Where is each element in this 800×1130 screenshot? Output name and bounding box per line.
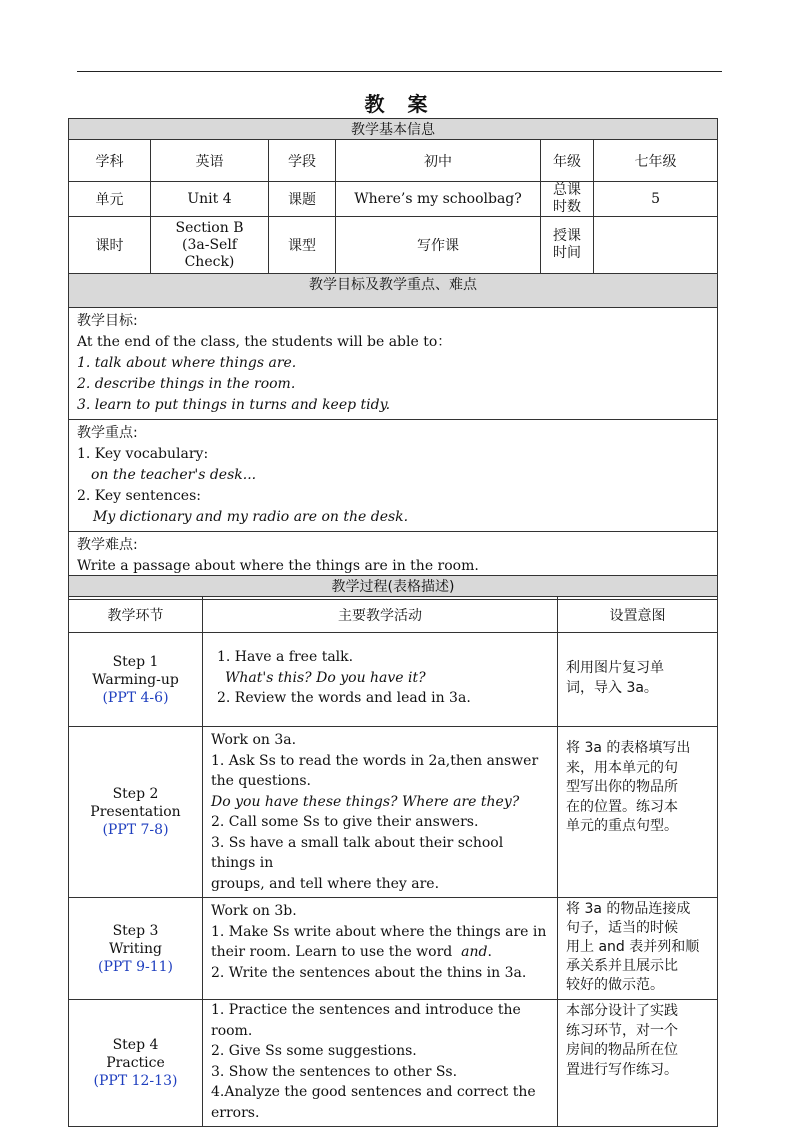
activity-line: 3. Show the sentences to other Ss. — [211, 1063, 458, 1080]
header-stage: 教学环节 — [69, 597, 203, 633]
step-2-intent — [558, 727, 718, 898]
period-label: 课时 — [69, 217, 151, 274]
subject-label: 学科 — [69, 140, 151, 182]
objective-item: 1. talk about where things are. — [77, 355, 297, 371]
activity-line: 2. Write the sentences about the thins in 3a. — [211, 964, 527, 981]
key-vocab: on the teacher's desk... — [91, 467, 257, 483]
objective-item: 3. learn to put things in turns and keep tidy. — [77, 397, 391, 413]
lesson-type-label: 课型 — [269, 217, 336, 274]
key-sentences-label: 2. Key sentences: — [77, 488, 201, 504]
period-line-2: (3a-Self — [182, 236, 237, 253]
intent-line: 利用图片复习单 — [566, 660, 664, 676]
intent-line: 单元的重点句型。 — [566, 818, 678, 834]
step-1-activities — [203, 633, 558, 727]
grade-label: 年级 — [541, 140, 594, 182]
key-points-label: 教学重点: — [77, 425, 138, 441]
class-time-value — [594, 217, 718, 274]
step-4-cell — [69, 1000, 203, 1127]
activity-line: Work on 3a. — [211, 732, 297, 748]
period-value — [151, 217, 269, 274]
step-3-intent — [558, 898, 718, 1000]
intent-line: 在的位置。练习本 — [566, 798, 678, 815]
intent-line: 较好的做示范。 — [566, 977, 664, 993]
activity-line: 2. Call some Ss to give their answers. — [211, 814, 479, 830]
step-3-phase: Writing — [108, 940, 162, 957]
objectives-label: 教学目标: — [77, 313, 138, 329]
key-points-cell — [69, 420, 718, 532]
step-4-phase: Practice — [106, 1055, 165, 1071]
step-1-intent — [558, 633, 718, 727]
activity-line: 2. Review the words and lead in 3a. — [217, 690, 471, 706]
step-1-cell — [69, 633, 203, 727]
step-2-phase: Presentation — [90, 804, 181, 820]
objectives-intro: At the end of the class, the students will be able to： — [77, 334, 452, 350]
intent-line: 来，用本单元的句 — [566, 759, 678, 776]
objectives-cell — [69, 308, 718, 420]
step-1-name: Step 1 — [112, 653, 159, 670]
step-4-intent — [558, 1000, 718, 1127]
stage-label: 学段 — [269, 140, 336, 182]
activity-line: 1. Ask Ss to read the words in 2a,then answer — [211, 752, 539, 769]
objective-item: 2. describe things in the room. — [77, 376, 296, 392]
basic-info-table — [68, 118, 718, 600]
goals-band: 教学目标及教学重点、难点 — [69, 274, 718, 308]
difficulty-label: 教学难点: — [77, 537, 138, 553]
class-time-label-2: 时间 — [553, 245, 581, 261]
intent-line: 房间的物品所在位 — [566, 1042, 678, 1058]
activity-line: 3. Ss have a small talk about their school things in — [211, 834, 504, 871]
intent-line: 将 3a 的物品连接成 — [566, 901, 691, 917]
period-line-1: Section B — [175, 219, 244, 236]
intent-line: 承关系并且展示比 — [566, 958, 678, 974]
basic-info-band: 教学基本信息 — [69, 119, 718, 140]
activity-text: their room. Learn to use the word — [211, 944, 453, 960]
activity-line: the questions. — [211, 773, 312, 789]
stage-value: 初中 — [336, 140, 541, 182]
activity-period: . — [487, 944, 492, 960]
total-hours-label-1: 总课 — [553, 182, 581, 198]
step-2-activities — [203, 727, 558, 898]
process-band: 教学过程(表格描述) — [69, 576, 718, 597]
page-title: 教 案 — [364, 92, 436, 116]
step-2-name: Step 2 — [112, 786, 159, 802]
key-vocab-label: 1. Key vocabulary: — [77, 446, 209, 462]
unit-value: Unit 4 — [151, 182, 269, 217]
total-hours-label-2: 时数 — [553, 199, 581, 215]
step-3-cell — [69, 898, 203, 1000]
lesson-type-value: 写作课 — [336, 217, 541, 274]
unit-label: 单元 — [69, 182, 151, 217]
total-hours-value: 5 — [594, 182, 718, 217]
step-2-cell — [69, 727, 203, 898]
intent-line: 将 3a 的表格填写出 — [566, 740, 691, 756]
activity-line: 4.Analyze the good sentences and correct the errors. — [211, 1084, 536, 1121]
activity-line: Do you have these things? Where are they? — [211, 793, 520, 810]
activity-line: 1. Have a free talk. — [217, 649, 354, 665]
activity-keyword: and — [461, 944, 488, 960]
step-4-activities — [203, 1000, 558, 1127]
class-time-label — [541, 217, 594, 274]
step-1-ppt: (PPT 4-6) — [102, 689, 169, 706]
step-3-ppt: (PPT 9-11) — [97, 958, 173, 975]
class-time-label-1: 授课 — [553, 228, 581, 244]
intent-line: 置进行写作练习。 — [566, 1061, 678, 1078]
grade-value: 七年级 — [594, 140, 718, 182]
intent-line: 句子，适当的时候 — [566, 920, 678, 936]
total-hours-label — [541, 182, 594, 217]
period-line-3: Check) — [184, 253, 235, 270]
intent-line: 型写出你的物品所 — [566, 779, 678, 795]
topic-value: Where’s my schoolbag? — [336, 182, 541, 217]
activity-line: 1. Practice the sentences and introduce the room. — [211, 1002, 521, 1039]
difficulty-text: Write a passage about where the things are in the room. — [77, 558, 479, 574]
key-sentence: My dictionary and my radio are on the desk. — [93, 509, 409, 525]
step-2-ppt: (PPT 7-8) — [102, 822, 169, 838]
activity-line — [211, 942, 549, 963]
subject-value: 英语 — [151, 140, 269, 182]
activity-line: groups, and tell where they are. — [211, 875, 440, 892]
step-3-name: Step 3 — [112, 922, 159, 939]
topic-label: 课题 — [269, 182, 336, 217]
activity-line: Work on 3b. — [211, 903, 297, 919]
header-rule — [77, 71, 722, 72]
activity-line: What's this? Do you have it? — [225, 669, 426, 686]
step-3-activities — [203, 898, 558, 1000]
intent-line: 用上 and 表并列和顺 — [566, 939, 700, 955]
activity-line: 2. Give Ss some suggestions. — [211, 1043, 417, 1059]
step-1-phase: Warming-up — [92, 671, 179, 688]
process-table — [68, 575, 718, 1127]
intent-line: 词，导入 3a。 — [566, 679, 658, 696]
header-activities: 主要教学活动 — [203, 597, 558, 633]
intent-line: 本部分设计了实践 — [566, 1003, 678, 1019]
step-4-name: Step 4 — [112, 1037, 159, 1053]
activity-line: 1. Make Ss write about where the things are in — [211, 923, 547, 940]
header-intent: 设置意图 — [558, 597, 718, 633]
step-4-ppt: (PPT 12-13) — [93, 1073, 178, 1089]
intent-line: 练习环节，对一个 — [566, 1022, 678, 1039]
